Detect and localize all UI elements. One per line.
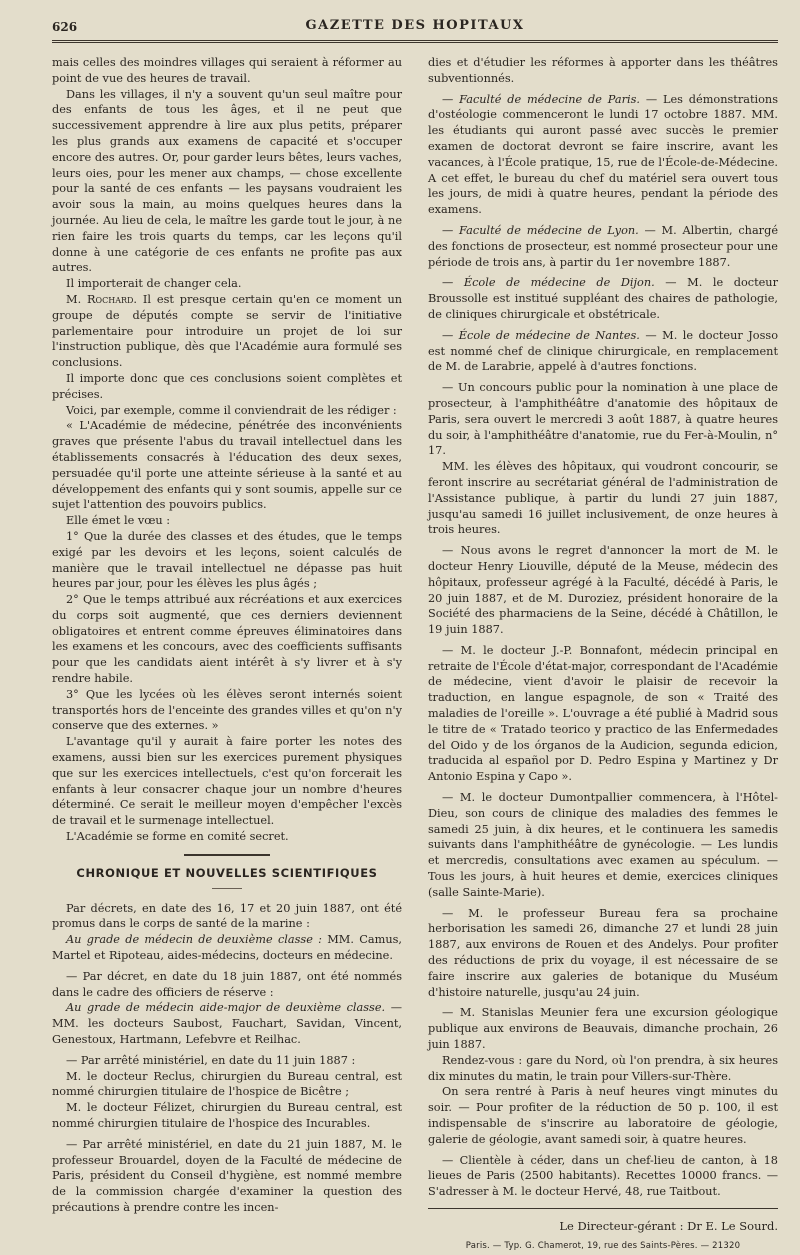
- news-text: — MM. les docteurs Saubost, Fauchart, Savidan, Vincent, Genestoux, Hartmann, Lefebvre et Reilhac.: [52, 1001, 402, 1047]
- news-item: [52, 932, 402, 964]
- news-item: On sera rentré à Paris à neuf heures vingt minutes du soir. — Pour profiter de la réduction de 50 p. 100, il est indispensable de s'inscrire au laboratoire de géologie, galerie de géologie, avant samedi soir, à quatre heures.: [428, 1085, 778, 1146]
- paragraph: Il importe donc que ces conclusions soient complètes et précises.: [52, 371, 402, 401]
- right-column: [428, 55, 778, 1255]
- news-text: — M. Albertin, chargé des fonctions de prosecteur, est nommé prosecteur pour une période de trois ans, à partir du 1er novembre 1887.: [428, 223, 778, 269]
- news-item: [428, 275, 778, 322]
- news-item: — M. le docteur Dumontpallier commencera, à l'Hôtel-Dieu, son cours de clinique des maladies des femmes le samedi 25 juin, à dix heures, et le continuera les samedis suivants dans l'amphithéâtre de gynécologie. — Les lundis et mercredis, consultations avec examen au spéculum. — Tous les jours, à huit heures et demie, exercices cliniques (salle Sainte-Marie).: [428, 791, 778, 899]
- header-rule: [52, 40, 778, 45]
- paragraph: dies et d'étudier les réformes à apporter dans les théâtres subventionnés.: [428, 56, 778, 85]
- news-item: [428, 328, 778, 375]
- paragraph: Il importerait de changer cela.: [66, 277, 242, 291]
- news-item: [52, 1000, 402, 1047]
- news-text: — M. le docteur Broussolle est institué suppléant des chaires de pathologie, de cliniques chirurgicale et obstétricale.: [428, 276, 778, 321]
- paragraph: 3° Que les lycées où les élèves seront internés soient transportés hors de l'enceinte des grandes villes et qu'on n'y conserve que des externes. »: [52, 687, 402, 733]
- institution-label: — École de médecine de Nantes.: [442, 328, 640, 342]
- grade-label: Au grade de médecin de deuxième classe :: [66, 933, 322, 947]
- news-item: — M. le professeur Bureau fera sa prochaine herborisation les samedi 26, dimanche 27 et lundi 28 juin 1887, aux environs de Rouen et des Andelys. Pour profiter des réductions de prix du voyage, il est nécessaire de se faire inscrire aux galeries de botanique du Muséum d'histoire naturelle, jusqu'au 24 juin.: [428, 906, 778, 999]
- news-item: Rendez-vous : gare du Nord, où l'on prendra, à six heures dix minutes du matin, le train pour Villers-sur-Thère.: [428, 1053, 778, 1083]
- news-text: — Les démonstrations d'ostéologie commenceront le lundi 17 octobre 1887. MM. les étudiants qui auront passé avec succès le premier examen de doctorat devront se faire inscrire, avant les vacances, à l'École pratique, 15, rue de l'École-de-Médecine. A cet effet, le bureau du chef du matériel sera ouvert tous les jours, de midi à quatre heures, pendant la période des examens.: [428, 92, 778, 217]
- grade-label: Au grade de médecin aide-major de deuxième classe.: [66, 1001, 386, 1015]
- news-item: M. le docteur Félizet, chirurgien du Bureau central, est nommé chirurgien titulaire de l'hospice des Incurables.: [52, 1101, 402, 1130]
- paragraph: Voici, par exemple, comme il conviendrait de les rédiger :: [66, 403, 397, 417]
- paragraph-text: Il est presque certain qu'en ce moment un groupe de députés compte se servir de l'initiative parlementaire pour introduire un projet de loi sur l'instruction publique, dès que l'Académie aura formulé ses conclusions.: [52, 292, 403, 370]
- news-item: M. le docteur Reclus, chirurgien du Bureau central, est nommé chirurgien titulaire de l'hospice de Bicêtre ;: [52, 1069, 402, 1099]
- speaker-name: M. Rochard.: [66, 292, 138, 306]
- news-item: — Par arrêté ministériel, en date du 21 juin 1887, M. le professeur Brouardel, doyen de la Faculté de médecine de Paris, président du Conseil d'hygiène, est nommé membre de la commission chargée d'examiner la question des précautions à prendre contre les incen-: [52, 1137, 402, 1214]
- institution-label: — École de médecine de Dijon.: [442, 276, 655, 290]
- institution-label: — Faculté de médecine de Paris.: [442, 92, 640, 106]
- paragraph: L'avantage qu'il y aurait à faire porter les notes des examens, aussi bien sur les exercices purement physiques que sur les exercices intellectuels, c'est qu'on forcerait les enfants à leur consacrer chaque jour un nombre d'heures déterminé. Ce serait le meilleur moyen d'empêcher l'excès de travail et le surmenage intellectuel.: [52, 735, 402, 828]
- closing-rule: [428, 1208, 778, 1209]
- paragraph: 2° Que le temps attribué aux récréations et aux exercices du corps soit augmenté, que ces derniers deviennent obligatoires et entrent comme épreuves éliminatoires dans les examens et les concours, avec des coefficients suffisants pour que les candidats aient intérêt à s'y livrer et à s'y rendre habile.: [52, 593, 402, 686]
- printer-line: Paris. — Typ. G. Chamerot, 19, rue des Saints-Pères. — 21320: [465, 1240, 741, 1251]
- paragraph: « L'Académie de médecine, pénétrée des inconvénients graves que présente l'abus du travail intellectuel dans les établissements consacrés à l'éducation des deux sexes, persuadée qu'il porte une atteinte sérieuse à la santé et au développement des enfants qui y sont soumis, appelle sur ce sujet l'attention des pouvoirs publics.: [52, 419, 402, 512]
- paragraph: [52, 292, 402, 371]
- news-item: — Par arrêté ministériel, en date du 11 juin 1887 :: [66, 1053, 356, 1067]
- columns: [52, 55, 778, 1255]
- signature: Le Directeur-gérant : Dr E. Le Sourd.: [559, 1218, 778, 1233]
- institution-label: — Faculté de médecine de Lyon.: [442, 223, 639, 237]
- news-item: — Un concours public pour la nomination à une place de prosecteur, à l'amphithéâtre d'anatomie des hôpitaux de Paris, sera ouvert le mercredi 3 août 1887, à quatre heures du soir, à l'amphithéâtre d'anatomie, rue du Fer-à-Moulin, n° 17.: [428, 381, 778, 458]
- page-number: 626: [52, 20, 78, 34]
- news-text: — M. le docteur Josso est nommé chef de clinique chirurgicale, en remplacement de M. de Larabrie, appelé à d'autres fonctions.: [428, 328, 778, 374]
- news-item: — Nous avons le regret d'annoncer la mort de M. le docteur Henry Liouville, député de la Meuse, médecin des hôpitaux, professeur agrégé à la Faculté, décédé à Paris, le 20 juin 1887, et de M. Duroziez, président honoraire de la Société des pharmaciens de la Seine, décédé à Châtillon, le 19 juin 1887.: [428, 544, 778, 637]
- news-text: MM. Camus, Martel et Ripoteau, aides-médecins, docteurs en médecine.: [52, 933, 402, 963]
- section-title: CHRONIQUE ET NOUVELLES SCIENTIFIQUES: [76, 865, 378, 880]
- news-item: [428, 92, 778, 218]
- news-item: — Clientèle à céder, dans un chef-lieu de canton, à 18 lieues de Paris (2500 habitants). Recettes 10000 francs. — S'adresser à M. le docteur Hervé, 48, rue Taitbout.: [428, 1153, 778, 1199]
- news-item: MM. les élèves des hôpitaux, qui voudront concourir, se feront inscrire au secrétariat général de l'administration de l'Assistance publique, à partir du lundi 27 juin 1887, jusqu'au samedi 16 juillet inclusivement, de onze heures à trois heures.: [428, 460, 778, 537]
- page-header: [52, 14, 778, 38]
- news-item: — M. Stanislas Meunier fera une excursion géologique publique aux environs de Beauvais, dimanche prochain, 26 juin 1887.: [428, 1006, 778, 1052]
- paragraph: 1° Que la durée des classes et des études, que le temps exigé par les devoirs et les leçons, soient calculés de manière que le travail intellectuel ne dépasse pas huit heures par jour, pour les élèves les plus âgés ;: [52, 529, 402, 591]
- paragraph: Dans les villages, il n'y a souvent qu'un seul maître pour des enfants de tous les âges, et il ne peut que successivement apprendre à lire aux plus petits, préparer les plus grands aux examens de capacité et s'occuper encore des autres. Or, pour garder leurs bêtes, leurs vaches, leurs oies, pour les mener aux champs, — chose excellente pour la santé de ces enfants — les paysans voudraient les avoir sous la main, au moins quelques heures dans la journée. Au lieu de cela, le maître les garde tout le jour, à ne rien faire les trois quarts du temps, car les leçons qu'il donne à une catégorie de ces enfants ne profite pas aux autres.: [52, 87, 402, 275]
- section-divider: [184, 854, 270, 856]
- paragraph: Elle émet le vœu :: [66, 514, 171, 528]
- news-item: [428, 223, 778, 270]
- news-item: — Par décret, en date du 18 juin 1887, ont été nommés dans le cadre des officiers de réserve :: [52, 969, 402, 999]
- section-underline: [212, 888, 242, 889]
- news-item: — M. le docteur J.-P. Bonnafont, médecin principal en retraite de l'École d'état-major, correspondant de l'Académie de médecine, vient d'avoir le plaisir de recevoir la traduction, en langue espagnole, de son « Traité des maladies de l'oreille ». L'ouvrage a été publié à Madrid sous le titre de « Tratado teorico y practico de las Enfermedades del Oido y de los órganos de la Audicion, segunda edicion, traducida al español por D. Pedro Espina y Martinez y Dr Antonio Espina y Capo ».: [428, 643, 778, 784]
- news-item: Par décrets, en date des 16, 17 et 20 juin 1887, ont été promus dans le corps de santé de la marine :: [52, 901, 402, 931]
- paragraph: L'Académie se forme en comité secret.: [66, 830, 289, 844]
- left-column: [52, 55, 402, 1255]
- running-title: GAZETTE DES HOPITAUX: [305, 18, 525, 33]
- paragraph: mais celles des moindres villages qui seraient à réformer au point de vue des heures de travail.: [52, 56, 402, 85]
